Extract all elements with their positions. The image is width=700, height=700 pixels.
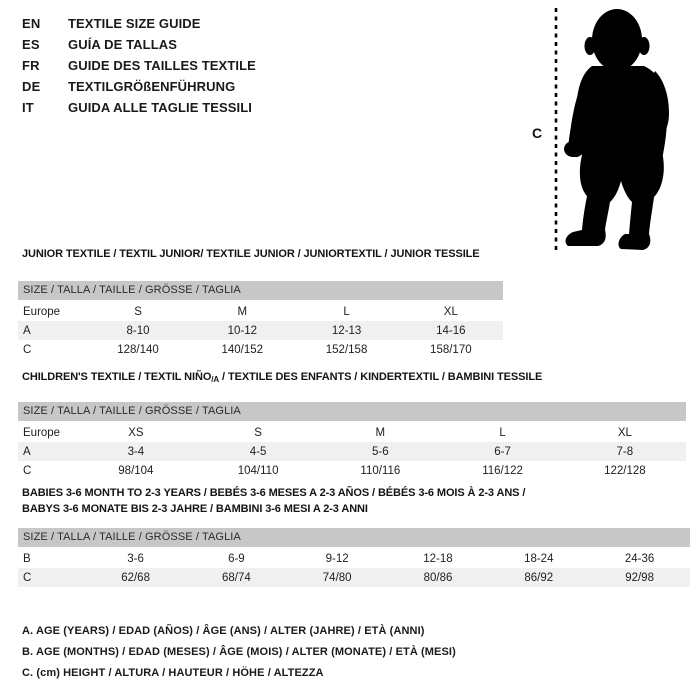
age-cell: 9-12 (325, 552, 349, 565)
language-code: FR (22, 58, 40, 73)
row-label: B (23, 552, 31, 565)
age-cell: 3-4 (127, 445, 145, 458)
language-title: TEXTILE SIZE GUIDE (68, 16, 201, 31)
table-row (18, 423, 686, 442)
footnote-c: C. (cm) HEIGHT / ALTURA / HAUTEUR / HÖHE / ALTEZZA (22, 667, 324, 679)
row-label: C (23, 464, 32, 477)
size-header-bar: SIZE / TALLA / TAILLE / GRÖSSE / TAGLIA (18, 528, 690, 547)
height-cell: 74/80 (322, 571, 352, 584)
title-line-1: BABIES 3-6 MONTH TO 2-3 YEARS / BEBÉS 3-6 MESES A 2-3 AÑOS / BÉBÉS 3-6 MOIS À 2-3 ANS / (22, 487, 526, 499)
toddler-height-figure (520, 0, 700, 255)
size-cell: XL (617, 426, 632, 439)
height-cell: 98/104 (118, 464, 154, 477)
table-row (18, 302, 503, 321)
row-label: Europe (23, 426, 61, 439)
height-cell: 110/116 (360, 464, 401, 477)
height-cell: 158/170 (430, 343, 472, 356)
childrens-textile-section (18, 371, 686, 480)
age-cell: 12-13 (331, 324, 362, 337)
size-cell: XL (443, 305, 458, 318)
size-cell: M (237, 305, 248, 318)
size-header-bar: SIZE / TALLA / TAILLE / GRÖSSE / TAGLIA (18, 281, 503, 300)
language-title: TEXTILGRÖßENFÜHRUNG (68, 79, 236, 94)
age-cell: 7-8 (616, 445, 634, 458)
height-cell: 152/158 (325, 343, 368, 356)
row-label: C (23, 343, 32, 356)
size-cell: M (375, 426, 386, 439)
row-label: Europe (23, 305, 61, 318)
height-cell: 92/98 (625, 571, 654, 584)
age-cell: 10-12 (227, 324, 257, 337)
babies-textile-table (18, 549, 690, 587)
size-cell: S (134, 305, 142, 318)
language-title: GUIDE DES TAILLES TEXTILE (68, 58, 256, 73)
language-row-de (22, 76, 256, 97)
row-label: A (23, 324, 31, 337)
footnote-b: B. AGE (MONTHS) / EDAD (MESES) / ÂGE (MOIS) / ALTER (MONATE) / ETÀ (MESI) (22, 646, 456, 658)
height-cell: 140/152 (221, 343, 264, 356)
age-cell: 4-5 (249, 445, 267, 458)
age-cell: 6-9 (228, 552, 245, 565)
toddler-silhouette-shape (564, 9, 669, 250)
table-row (18, 461, 686, 480)
height-cell: 104/110 (237, 464, 279, 477)
language-title: GUÍA DE TALLAS (68, 37, 178, 52)
age-cell: 18-24 (524, 552, 554, 565)
babies-textile-section (18, 486, 690, 587)
age-cell: 6-7 (494, 445, 511, 458)
height-cell: 122/128 (604, 464, 646, 477)
language-title: GUIDA ALLE TAGLIE TESSILI (68, 100, 253, 115)
height-cell: 86/92 (524, 571, 554, 584)
height-cell: 128/140 (117, 343, 159, 356)
age-cell: 5-6 (372, 445, 389, 458)
language-code: IT (22, 100, 34, 115)
age-cell: 24-36 (624, 552, 655, 565)
language-row-it (22, 97, 256, 118)
childrens-textile-table (18, 423, 686, 480)
height-cell: 62/68 (121, 571, 150, 584)
age-cell: 14-16 (436, 324, 466, 337)
height-measure-label: C (532, 125, 543, 141)
language-code: EN (22, 16, 41, 31)
language-list (22, 13, 256, 118)
junior-textile-title: JUNIOR TEXTILE / TEXTIL JUNIOR/ TEXTILE JUNIOR / JUNIORTEXTIL / JUNIOR TESSILE (22, 248, 480, 260)
table-row (18, 321, 503, 340)
title-part: CHILDREN'S TEXTILE / TEXTIL NIÑO (22, 371, 212, 383)
row-label: C (23, 571, 32, 584)
row-label: A (23, 445, 31, 458)
size-cell: L (499, 426, 506, 439)
footnote-legend (22, 621, 456, 684)
size-cell: XS (128, 426, 144, 439)
title-line-2: BABYS 3-6 MONATE BIS 2-3 JAHRE / BAMBINI 3-6 MESI A 2-3 ANNI (22, 502, 368, 515)
height-cell: 68/74 (221, 571, 251, 584)
childrens-textile-title (18, 371, 686, 386)
junior-textile-section (18, 248, 503, 359)
title-part: / TEXTILE DES ENFANTS / KINDERTEXTIL / BAMBINI TESSILE (219, 371, 543, 383)
language-code: ES (22, 37, 40, 52)
language-row-es (22, 34, 256, 55)
height-cell: 80/86 (423, 571, 453, 584)
title-subscript: /A (211, 375, 220, 384)
size-cell: L (343, 305, 350, 318)
age-cell: 8-10 (126, 324, 150, 337)
size-header-bar: SIZE / TALLA / TAILLE / GRÖSSE / TAGLIA (18, 402, 686, 421)
footnote-a: A. AGE (YEARS) / EDAD (AÑOS) / ÂGE (ANS) / ALTER (JAHRE) / ETÀ (ANNI) (22, 625, 425, 637)
table-row (18, 442, 686, 461)
language-row-en (22, 13, 256, 34)
height-cell: 116/122 (482, 464, 523, 477)
table-row (18, 549, 690, 568)
table-row (18, 340, 503, 359)
toddler-silhouette-icon (520, 0, 700, 255)
size-cell: S (254, 426, 262, 439)
age-cell: 12-18 (423, 552, 453, 565)
language-code: DE (22, 79, 41, 94)
junior-textile-table (18, 302, 503, 359)
babies-textile-title (18, 486, 690, 517)
table-row (18, 568, 690, 587)
age-cell: 3-6 (127, 552, 144, 565)
language-row-fr (22, 55, 256, 76)
